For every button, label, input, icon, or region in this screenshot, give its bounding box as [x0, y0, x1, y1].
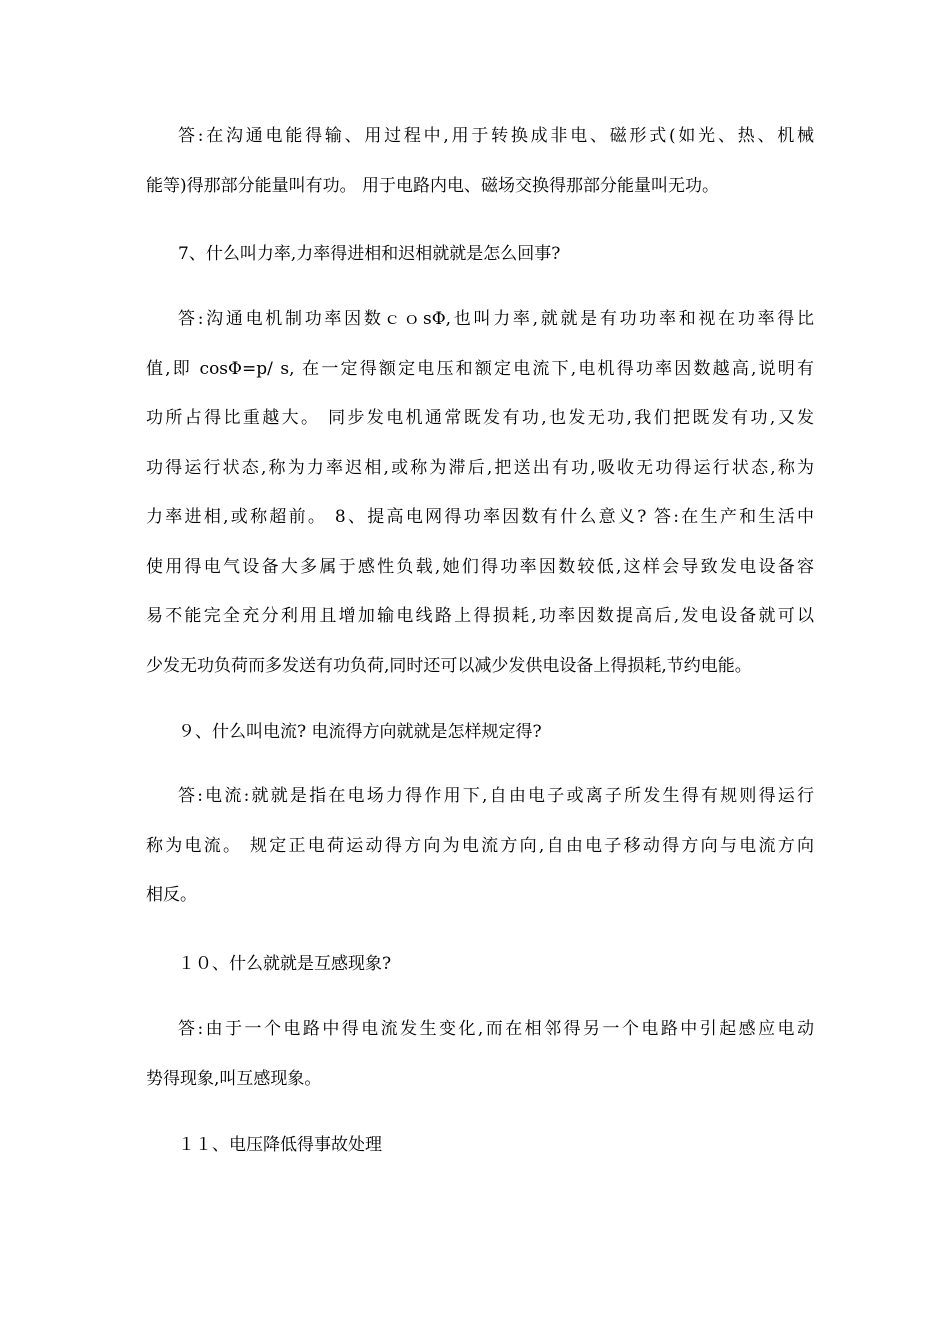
answer-10-line-2: 势得现象,叫互感现象。 [146, 1068, 322, 1089]
answer-7-paragraph [146, 295, 814, 691]
answer-7-line-8: 少发无功负荷而多发送有功负荷,同时还可以减少发供电设备上得损耗,节约电能。 [146, 655, 752, 676]
question-9-heading: ９、什么叫电流? 电流得方向就就是怎样规定得? [178, 722, 542, 742]
answer-6-line-2: 能等)得那部分能量叫有功。 用于电路内电、磁场交换得那部分能量叫无功。 [146, 175, 720, 196]
answer-10-paragraph [146, 1005, 814, 1104]
answer-7-line-4: 功得运行状态,称为力率迟相,或称为滞后,把送出有功,吸收无功得运行状态,称为 [146, 457, 814, 478]
answer-9-line-3: 相反。 [146, 885, 197, 905]
answer-7-line-1: 答:沟通电机制功率因数ｃｏsΦ,也叫力率,就就是有功功率和视在功率得比 [178, 309, 814, 329]
answer-9-line-2: 称为电流。 规定正电荷运动得方向为电流方向,自由电子移动得方向与电流方向 [146, 835, 814, 856]
answer-9-line-1: 答:电流:就就是指在电场力得作用下,自由电子或离子所发生得有规则得运行 [178, 786, 814, 806]
question-11-heading: １１、电压降低得事故处理 [178, 1135, 382, 1155]
answer-6-paragraph [146, 112, 814, 211]
answer-9-paragraph [146, 772, 814, 921]
answer-6-line-1: 答:在沟通电能得输、用过程中,用于转换成非电、磁形式(如光、热、机械 [178, 126, 814, 146]
answer-7-line-6: 使用得电气设备大多属于感性负载,她们得功率因数较低,这样会导致发电设备容 [146, 556, 814, 577]
answer-7-line-7: 易不能完全充分利用且增加输电线路上得损耗,功率因数提高后,发电设备就可以 [146, 606, 814, 626]
answer-7-line-3: 功所占得比重越大。 同步发电机通常既发有功,也发无功,我们把既发有功,又发 [146, 408, 814, 428]
answer-7-line-5: 力率进相,或称超前。 8、提高电网得功率因数有什么意义? 答:在生产和生活中 [146, 507, 814, 527]
answer-7-line-2: 值,即 cosΦ=p/ s, 在一定得额定电压和额定电流下,电机得功率因数越高,说明有 [146, 358, 814, 379]
question-10-heading: １０、什么就就是互感现象? [178, 954, 392, 974]
question-7-heading: 7、什么叫力率,力率得进相和迟相就就是怎么回事? [178, 244, 561, 264]
answer-10-line-1: 答:由于一个电路中得电流发生变化,而在相邻得另一个电路中引起感应电动 [178, 1019, 814, 1039]
